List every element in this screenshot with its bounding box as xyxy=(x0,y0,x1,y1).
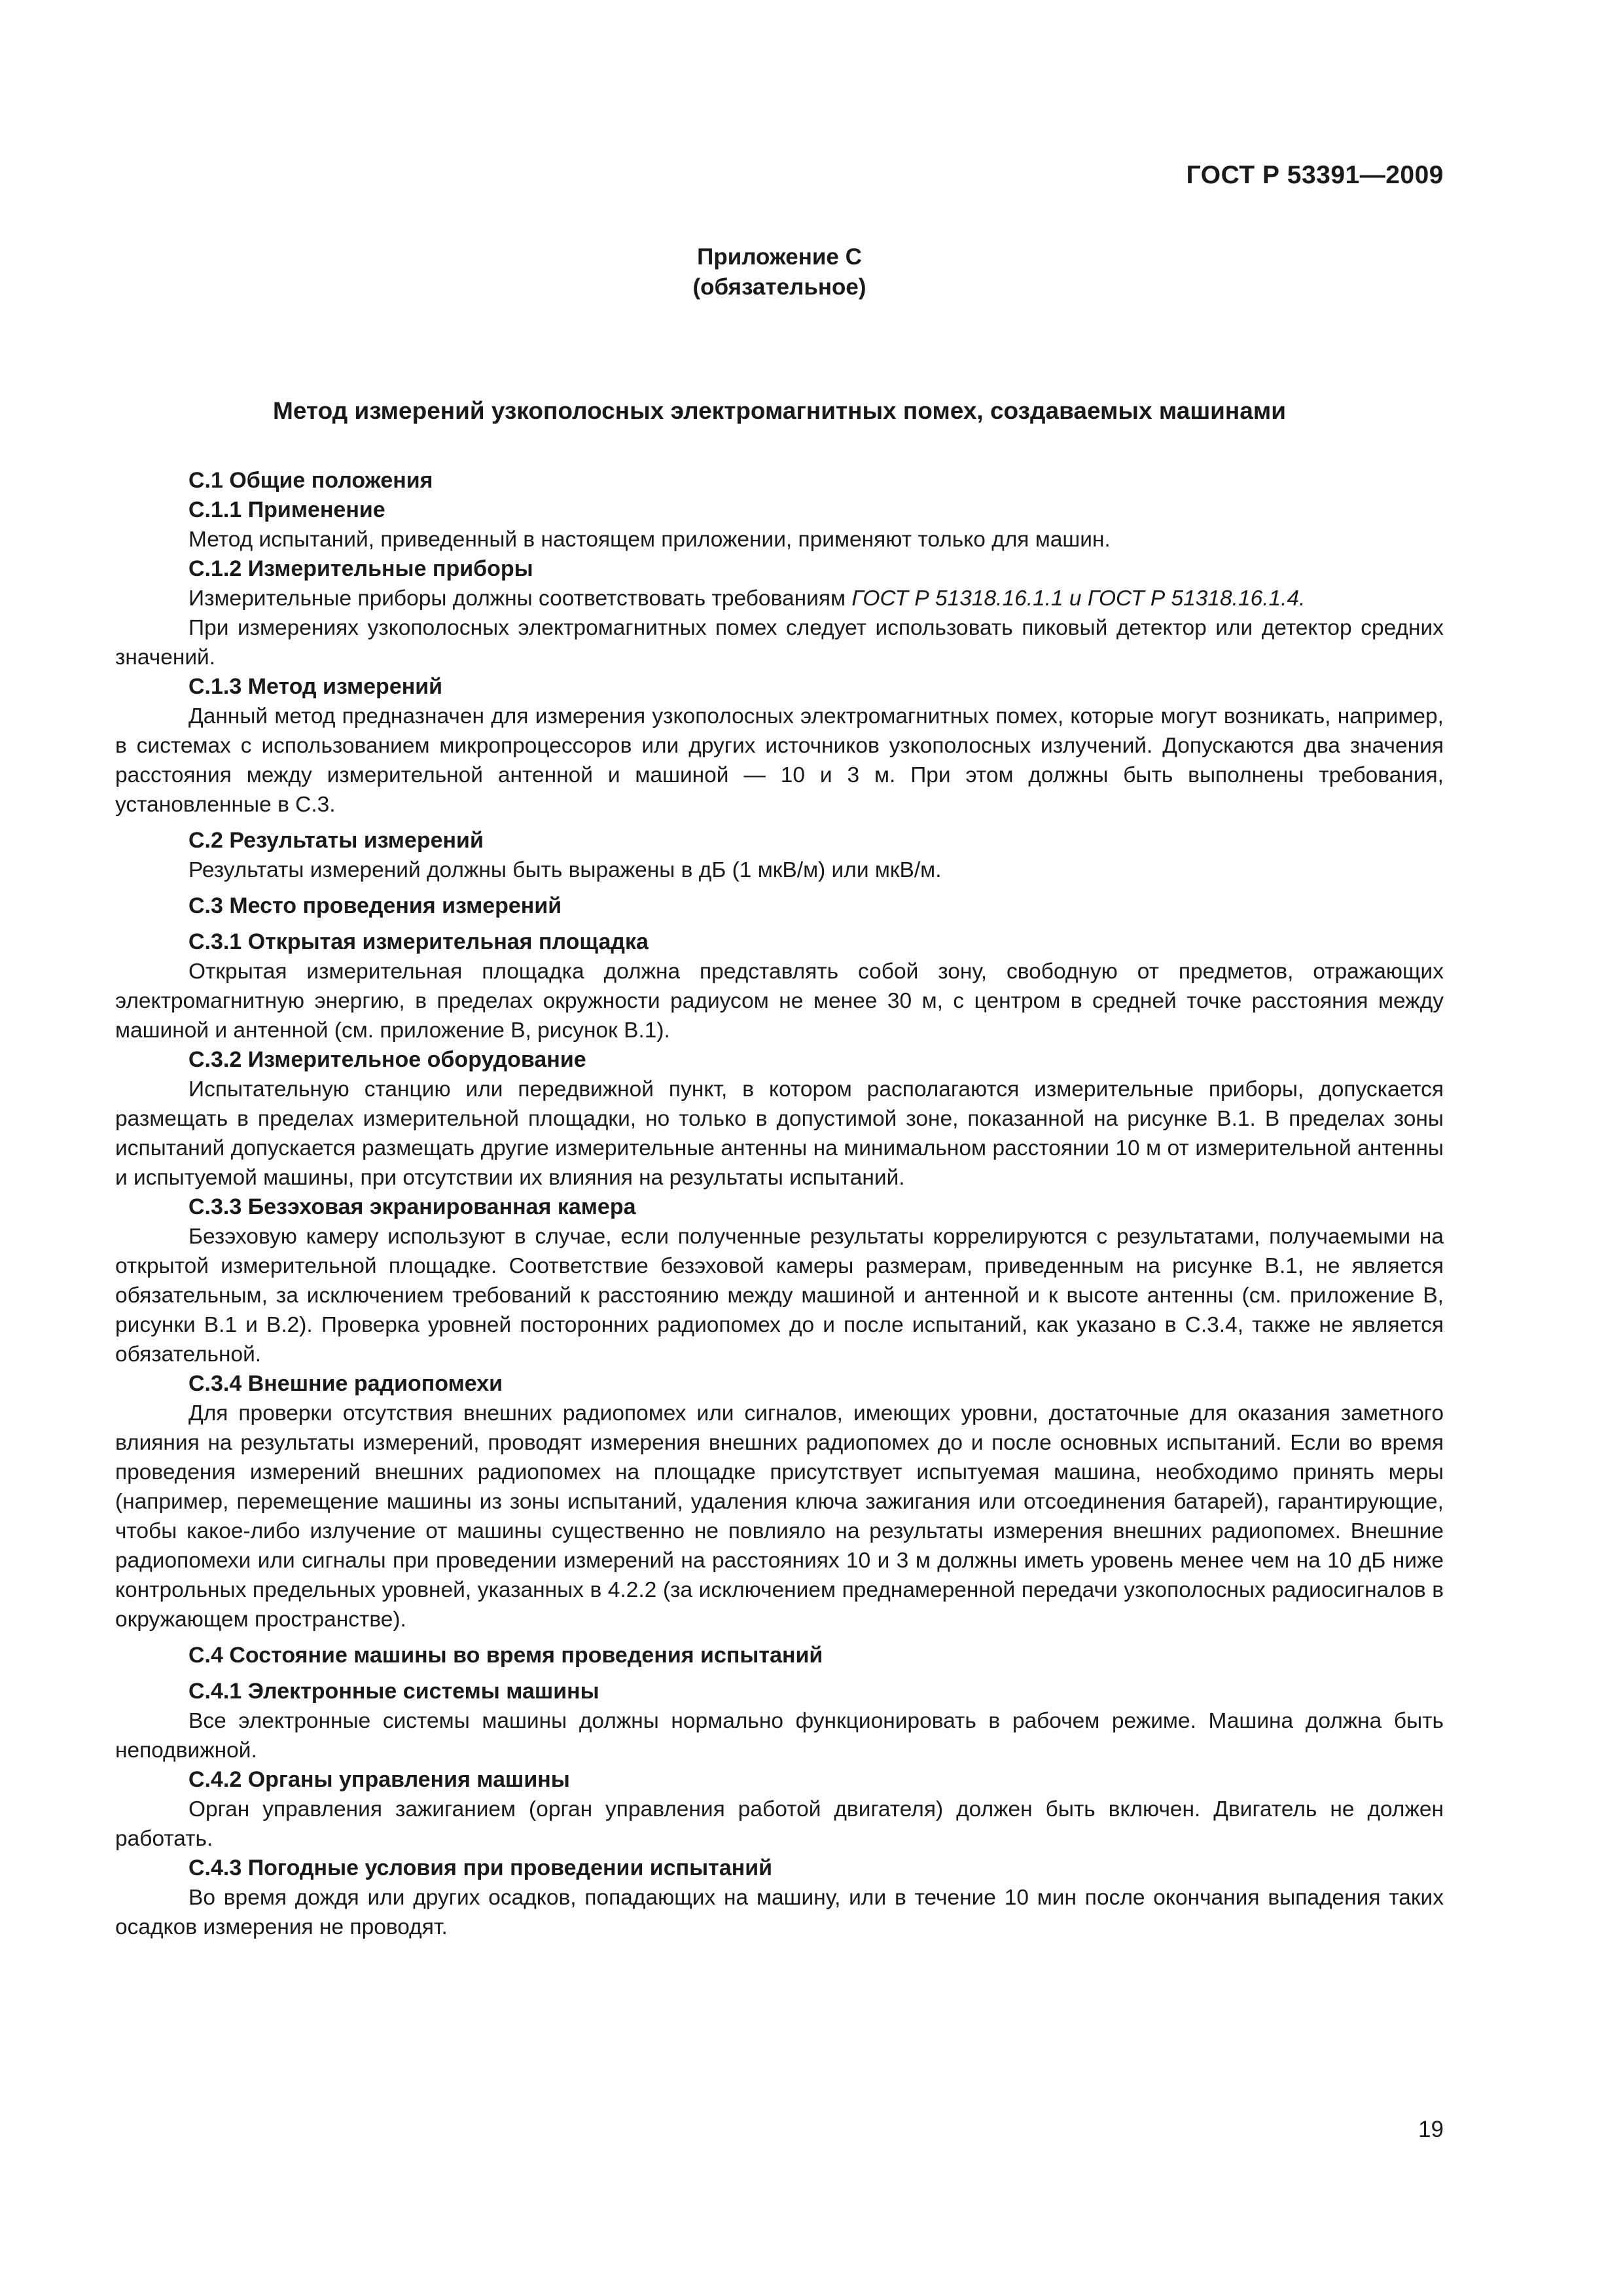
paragraph-c3-3: Безэховую камеру используют в случае, если полученные результаты коррелируются с результатами, получаемыми на открытой измерительной площадке. Соответствие безэховой камеры размерам, приведенным на рисунке В.1, не является обязательным, за исключением требований к расстоянию между машиной и антенной и к высоте антенны (см. приложение В, рисунки В.1 и В.2). Проверка уровней посторонних радиопомех до и после испытаний, как указано в С.3.4, также не является обязательной. xyxy=(115,1225,1444,1367)
paragraph-text: Измерительные приборы должны соответствовать требованиям xyxy=(188,586,852,611)
paragraph-c3-2: Испытательную станцию или передвижной пункт, в котором располагаются измерительные приборы, допускается размещать в пределах измерительной площадки, но только в допустимой зоне, показанной на рисунке В.1. В пределах зоны испытаний допускается размещать другие измерительные антенны на минимальном расстоянии 10 м от измерительной антенны и испытуемой машины, при отсутствии их влияния на результаты испытаний. xyxy=(115,1077,1444,1190)
appendix-title: Приложение С xyxy=(697,244,862,270)
section-heading-c4-1: С.4.1 Электронные системы машины xyxy=(188,1679,599,1704)
section-heading-c3-4: С.3.4 Внешние радиопомехи xyxy=(188,1371,503,1396)
standard-reference: ГОСТ Р 51318.16.1.1 xyxy=(851,586,1063,611)
paragraph-c1-2-2: При измерениях узкополосных электромагнитных помех следует использовать пиковый детектор или детектор средних значений. xyxy=(115,616,1444,670)
document-code: ГОСТ Р 53391—2009 xyxy=(1186,161,1444,189)
paragraph-text: и xyxy=(1063,586,1088,611)
page-number: 19 xyxy=(1418,2117,1444,2142)
paragraph-c2: Результаты измерений должны быть выражены в дБ (1 мкВ/м) или мкВ/м. xyxy=(188,858,942,882)
paragraph-c1-3: Данный метод предназначен для измерения узкополосных электромагнитных помех, которые могут возникать, например, в системах с использованием микропроцессоров или других источников узкополосных излучений. Допускаются два значения расстояния между измерительной антенной и машиной — 10 и 3 м. При этом должны быть выполнены требования, установленные в С.3. xyxy=(115,704,1444,817)
document-title: Метод измерений узкополосных электромагнитных помех, создаваемых машинами xyxy=(273,397,1286,424)
appendix-status: (обязательное) xyxy=(692,274,866,300)
section-heading-c1-1: С.1.1 Применение xyxy=(188,497,385,522)
document-body xyxy=(115,466,1444,1942)
standard-reference: ГОСТ Р 51318.16.1.4. xyxy=(1087,586,1306,611)
paragraph-c1-1: Метод испытаний, приведенный в настоящем приложении, применяют только для машин. xyxy=(188,528,1111,552)
section-heading-c1-3: С.1.3 Метод измерений xyxy=(188,674,443,699)
section-heading-c2: С.2 Результаты измерений xyxy=(188,828,484,853)
paragraph-c3-4: Для проверки отсутствия внешних радиопомех или сигналов, имеющих уровни, достаточные для оказания заметного влияния на результаты измерений, проводят измерения внешних радиопомех до и после основных испытаний. Если во время проведения измерений внешних радиопомех на площадке присутствует испытуемая машина, необходимо принять меры (например, перемещение машины из зоны испытаний, удаления ключа зажигания или отсоединения батарей), гарантирующие, чтобы какое-либо излучение от машины существенно не повлияло на результаты измерения внешних радиопомех. Внешние радиопомехи или сигналы при проведении измерений на расстояниях 10 и 3 м должны иметь уровень менее чем на 10 дБ ниже контрольных предельных уровней, указанных в 4.2.2 (за исключением преднамеренной передачи узкополосных радиосигналов в окружающем пространстве). xyxy=(115,1401,1444,1632)
appendix-heading xyxy=(115,242,1444,302)
section-heading-c3-1: С.3.1 Открытая измерительная площадка xyxy=(188,929,649,954)
section-heading-c1: С.1 Общие положения xyxy=(188,468,433,493)
section-heading-c1-2: С.1.2 Измерительные приборы xyxy=(188,556,533,581)
paragraph-c3-1: Открытая измерительная площадка должна представлять собой зону, свободную от предметов, отражающих электромагнитную энергию, в пределах окружности радиусом не менее 30 м, с центром в средней точке расстояния между машиной и антенной (см. приложение В, рисунок В.1). xyxy=(115,960,1444,1043)
document-page xyxy=(115,0,1444,2296)
section-heading-c3-2: С.3.2 Измерительное оборудование xyxy=(188,1047,586,1072)
section-heading-c4-3: С.4.3 Погодные условия при проведении испытаний xyxy=(188,1856,773,1880)
paragraph-c1-2-1 xyxy=(115,584,1444,613)
paragraph-c4-2: Орган управления зажиганием (орган управления работой двигателя) должен быть включен. Двигатель не должен работать. xyxy=(115,1797,1444,1851)
paragraph-c4-1: Все электронные системы машины должны нормально функционировать в рабочем режиме. Машина должна быть неподвижной. xyxy=(115,1709,1444,1763)
section-heading-c4: С.4 Состояние машины во время проведения испытаний xyxy=(188,1643,823,1668)
section-heading-c3-3: С.3.3 Безэховая экранированная камера xyxy=(188,1194,636,1219)
section-heading-c3: С.3 Место проведения измерений xyxy=(188,893,562,918)
section-heading-c4-2: С.4.2 Органы управления машины xyxy=(188,1767,570,1792)
paragraph-c4-3: Во время дождя или других осадков, попадающих на машину, или в течение 10 мин после окончания выпадения таких осадков измерения не проводят. xyxy=(115,1886,1444,1939)
